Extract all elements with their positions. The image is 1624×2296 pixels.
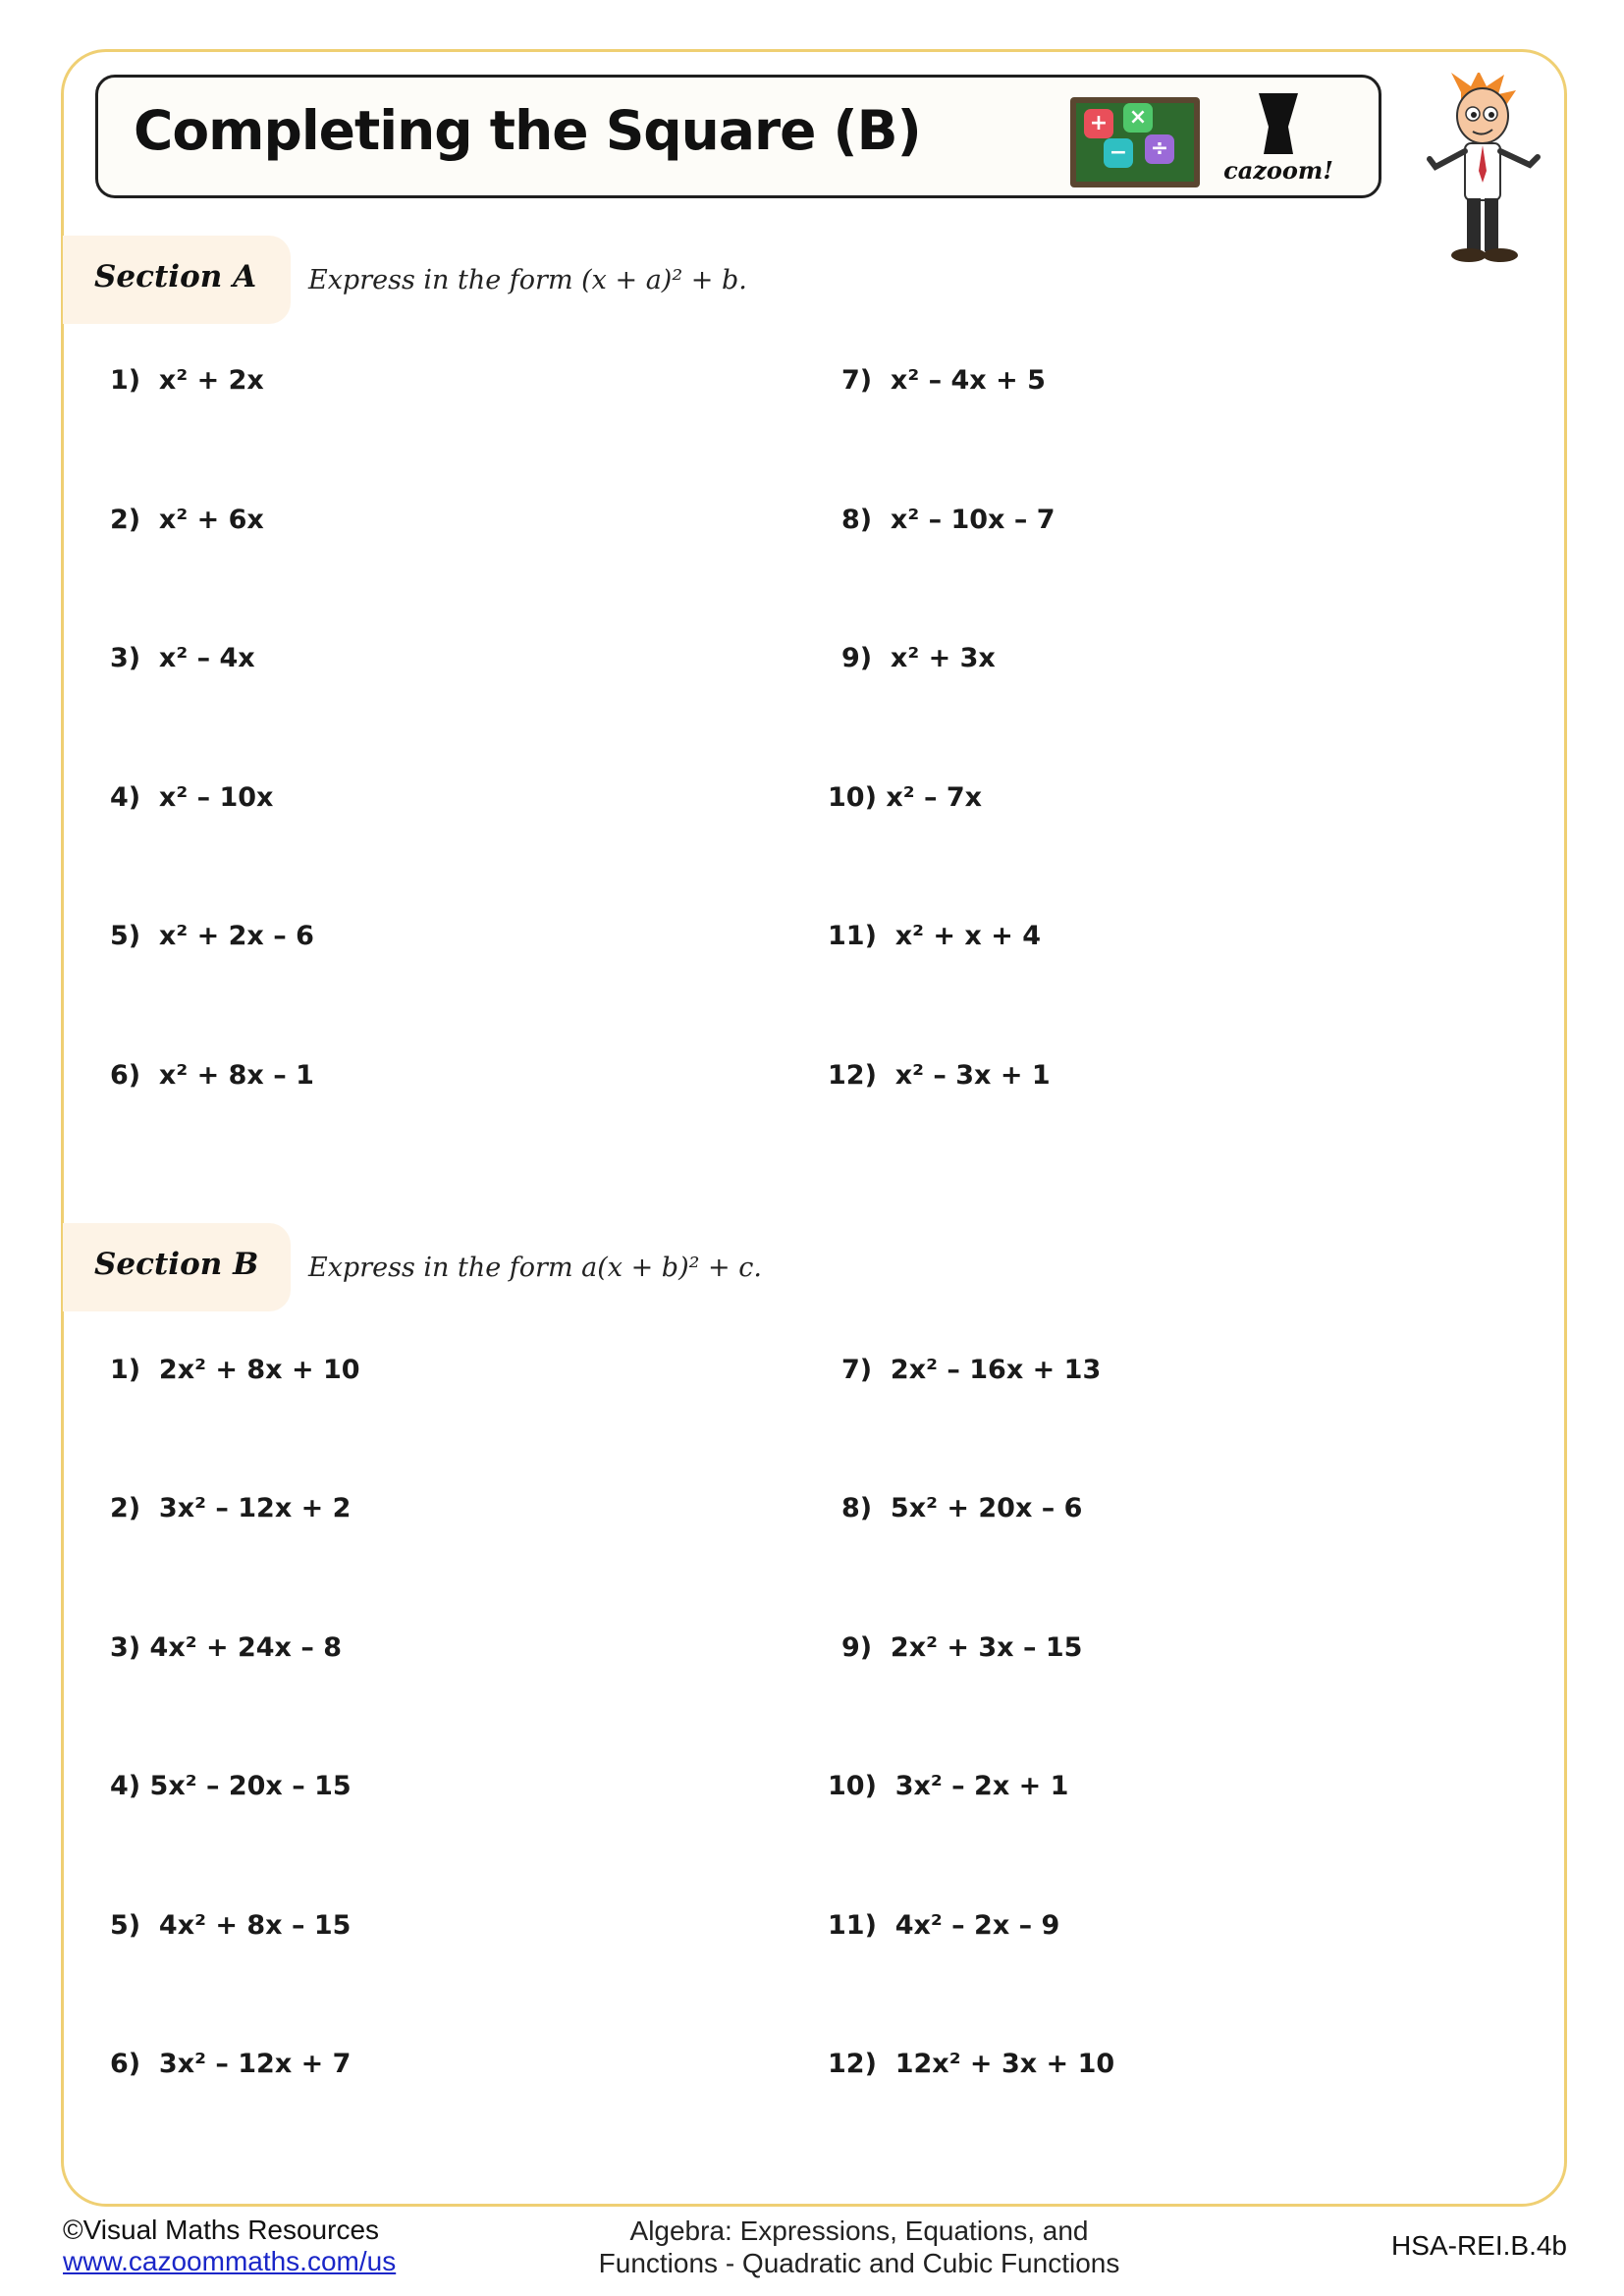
cazoom-logo: [1219, 93, 1337, 191]
question-a-2: 2) x² + 6x: [110, 505, 264, 535]
cup-icon: [1254, 93, 1303, 154]
question-b-6: 6) 3x² – 12x + 7: [110, 2049, 352, 2079]
footer-left: [63, 2215, 396, 2277]
title-banner: [95, 75, 1381, 198]
logo-text: cazoom!: [1223, 156, 1333, 185]
section-a-tab: [63, 236, 291, 324]
section-a-label: Section A: [94, 259, 257, 294]
topic-line-2: Functions - Quadratic and Cubic Functions: [598, 2248, 1120, 2278]
divide-tile-icon: ÷: [1145, 134, 1174, 164]
question-b-3: 3) 4x² + 24x – 8: [110, 1632, 343, 1663]
question-b-2: 2) 3x² – 12x + 2: [110, 1493, 352, 1523]
page-frame: [61, 49, 1567, 2207]
plus-tile-icon: +: [1084, 109, 1113, 138]
topic-line-1: Algebra: Expressions, Equations, and: [629, 2216, 1089, 2246]
question-b-4: 4) 5x² – 20x – 15: [110, 1771, 352, 1801]
maths-board-icon: [1070, 97, 1200, 187]
question-a-9: 9) x² + 3x: [841, 643, 996, 673]
footer-topic: [550, 2215, 1168, 2279]
question-b-10: 10) 3x² – 2x + 1: [828, 1771, 1069, 1801]
page-title: Completing the Square (B): [134, 99, 921, 162]
question-b-9: 9) 2x² + 3x – 15: [841, 1632, 1083, 1663]
teacher-mascot-icon: [1422, 73, 1543, 269]
standard-code: HSA-REI.B.4b: [1391, 2230, 1567, 2261]
section-b-instruction: Express in the form a(x + b)² + c.: [308, 1253, 762, 1283]
question-a-1: 1) x² + 2x: [110, 365, 264, 396]
question-a-4: 4) x² – 10x: [110, 782, 274, 813]
times-tile-icon: ×: [1123, 103, 1153, 133]
question-a-3: 3) x² – 4x: [110, 643, 255, 673]
question-b-1: 1) 2x² + 8x + 10: [110, 1355, 360, 1385]
question-a-7: 7) x² – 4x + 5: [841, 365, 1046, 396]
question-b-11: 11) 4x² – 2x – 9: [828, 1910, 1060, 1941]
question-b-12: 12) 12x² + 3x + 10: [828, 2049, 1115, 2079]
section-b-tab: [63, 1223, 291, 1311]
question-a-10: 10) x² – 7x: [828, 782, 983, 813]
question-a-12: 12) x² – 3x + 1: [828, 1060, 1051, 1091]
question-b-5: 5) 4x² + 8x – 15: [110, 1910, 352, 1941]
question-b-8: 8) 5x² + 20x – 6: [841, 1493, 1083, 1523]
section-b-label: Section B: [94, 1247, 259, 1282]
section-a-instruction: Express in the form (x + a)² + b.: [308, 265, 747, 295]
question-b-7: 7) 2x² – 16x + 13: [841, 1355, 1102, 1385]
question-a-6: 6) x² + 8x – 1: [110, 1060, 314, 1091]
question-a-8: 8) x² – 10x – 7: [841, 505, 1056, 535]
question-a-5: 5) x² + 2x – 6: [110, 921, 314, 951]
website-link[interactable]: www.cazoommaths.com/us: [63, 2246, 397, 2276]
minus-tile-icon: −: [1104, 138, 1133, 168]
question-a-11: 11) x² + x + 4: [828, 921, 1042, 951]
copyright-text: ©Visual Maths Resources: [63, 2215, 380, 2245]
